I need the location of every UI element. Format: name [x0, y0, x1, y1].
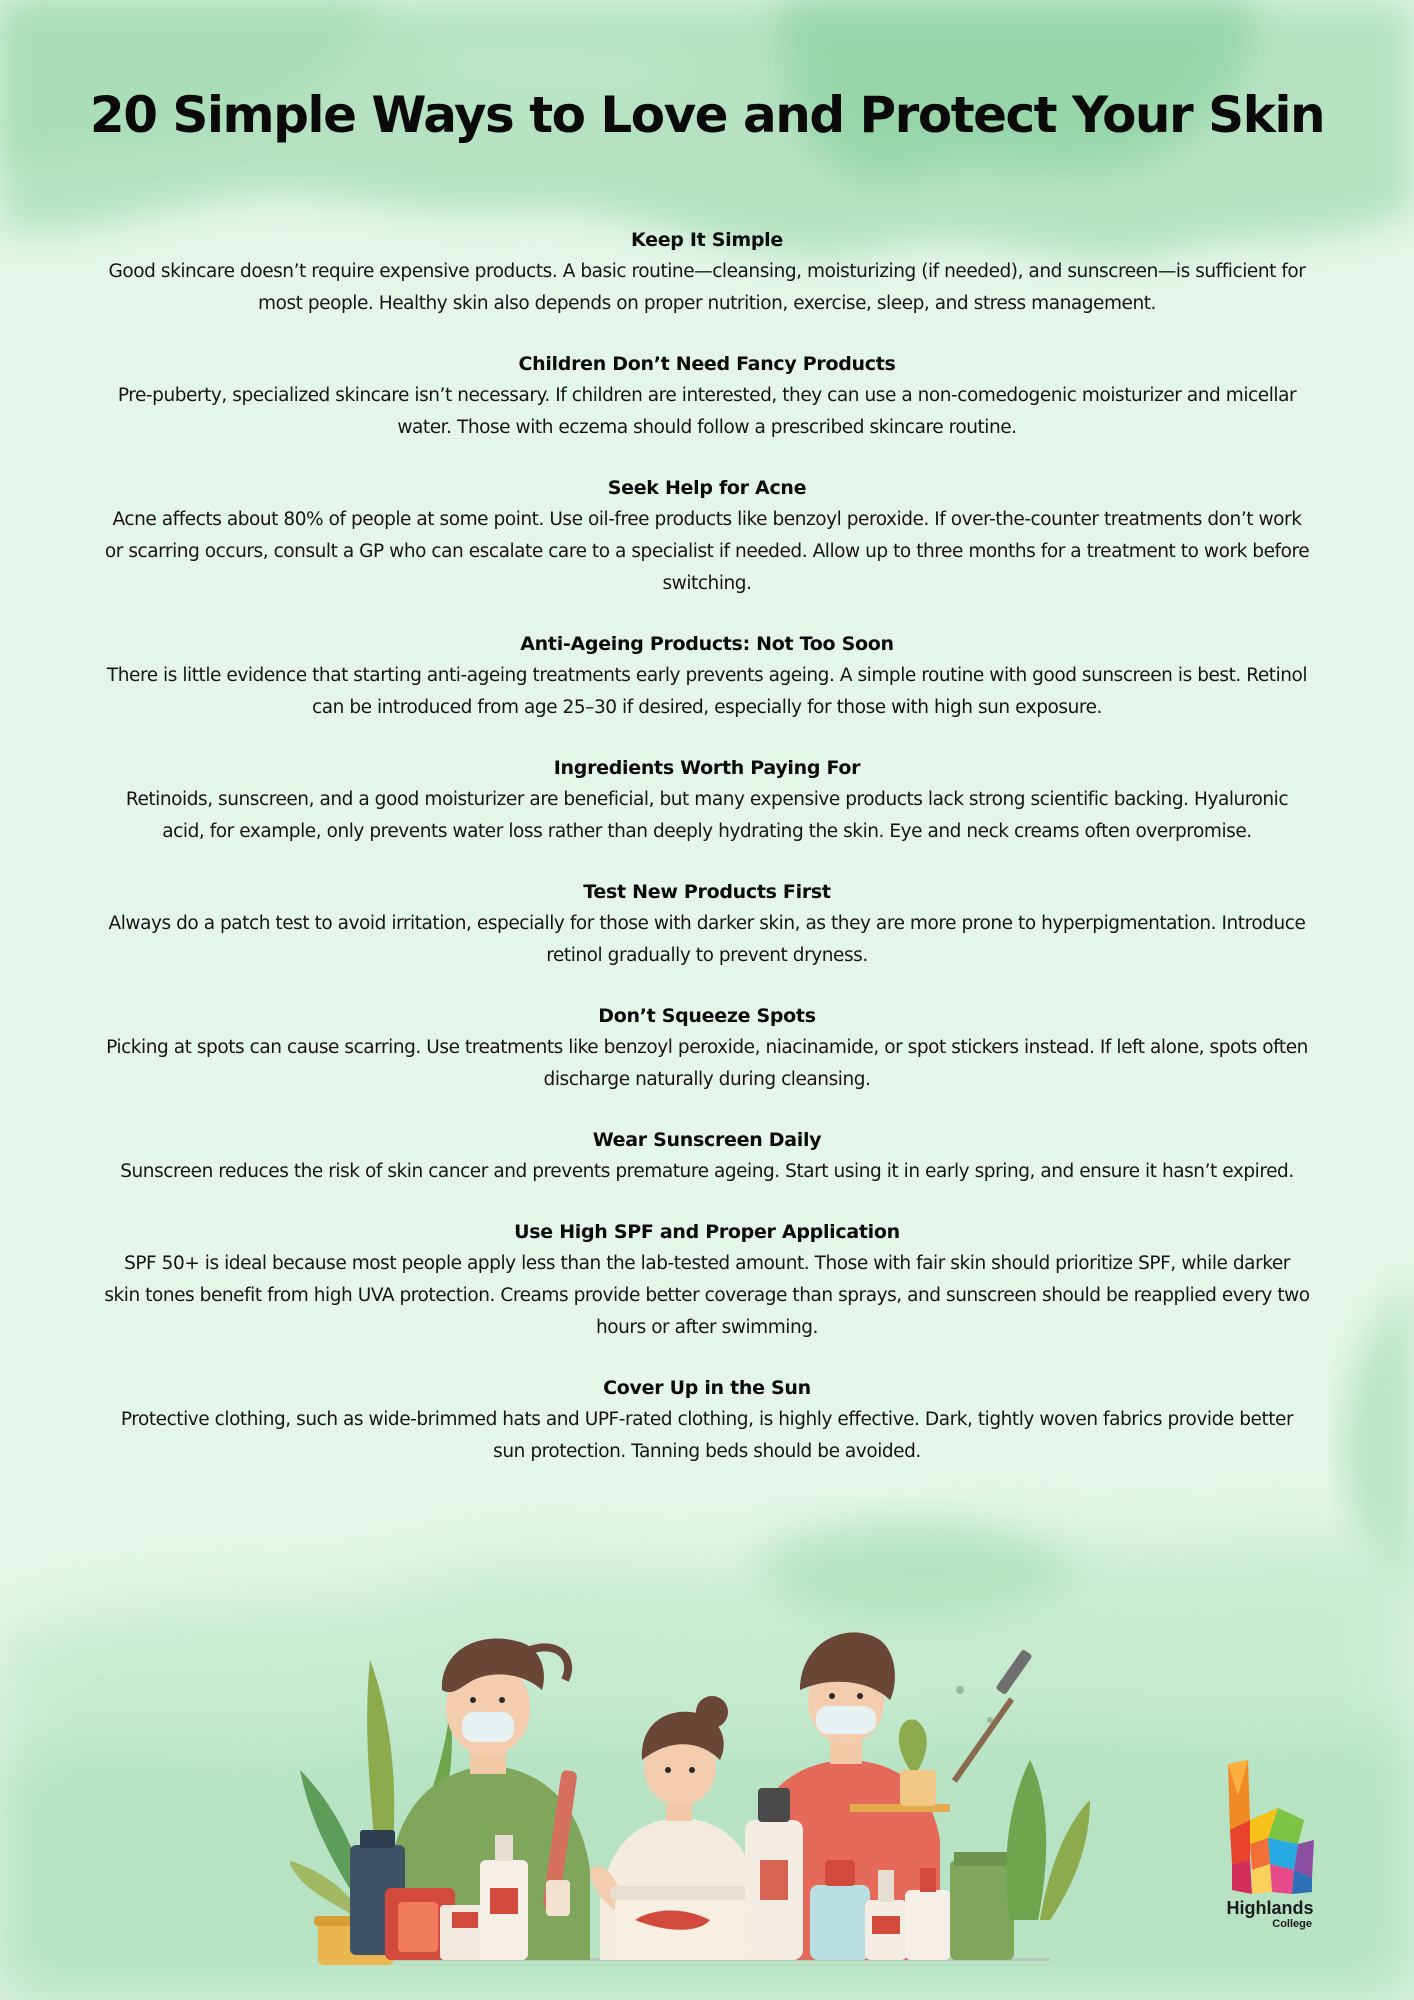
tip-heading: Seek Help for Acne — [607, 477, 807, 499]
tip-heading: Test New Products First — [583, 881, 831, 903]
tip-item — [104, 1372, 1310, 1468]
tip-item — [104, 1000, 1310, 1096]
tip-body: Retinoids, sunscreen, and a good moisturizer are beneficial, but many expensive products lack strong scientific backing. Hyaluronic acid, for example, only prevents water loss rather than deeply hydrating the skin. Eye and neck creams often overpromise. — [125, 789, 1289, 842]
tip-body: Sunscreen reduces the risk of skin cancer and prevents premature ageing. Start using it in early spring, and ensure it hasn’t expired. — [120, 1161, 1294, 1182]
tip-heading: Keep It Simple — [631, 229, 783, 251]
tip-heading: Anti-Ageing Products: Not Too Soon — [520, 633, 894, 655]
tip-heading: Children Don’t Need Fancy Products — [518, 353, 896, 375]
tip-body: SPF 50+ is ideal because most people apply less than the lab-tested amount. Those with fair skin should prioritize SPF, while darker skin tones benefit from high UVA protection. Creams provide better coverage than sprays, and sunscreen should be reapplied every two hours or after swimming. — [104, 1253, 1310, 1338]
logo-name: Highlands — [1226, 1898, 1314, 1918]
skincare-family-illustration — [290, 1620, 1110, 1970]
tip-heading: Wear Sunscreen Daily — [592, 1129, 822, 1151]
tip-item — [104, 876, 1310, 972]
mascara-wand-icon — [952, 1649, 1033, 1783]
highlands-h-logo-icon — [1220, 1760, 1320, 1896]
tips-list — [104, 224, 1310, 1496]
tip-body: Picking at spots can cause scarring. Use treatments like benzoyl peroxide, niacinamide, or spot stickers instead. If left alone, spots often discharge naturally during cleansing. — [106, 1037, 1308, 1090]
highlands-college-logo — [1210, 1760, 1330, 1950]
tip-item — [104, 224, 1310, 320]
logo-subtitle: College — [1272, 1918, 1312, 1930]
tip-body: There is little evidence that starting anti-ageing treatments early prevents ageing. A simple routine with good sunscreen is best. Retinol can be introduced from age 25–30 if desired, especially for those with high sun exposure. — [106, 665, 1308, 718]
tip-item — [104, 628, 1310, 724]
tip-item — [104, 1216, 1310, 1344]
tip-heading: Ingredients Worth Paying For — [553, 757, 861, 779]
tip-body: Good skincare doesn’t require expensive products. A basic routine—cleansing, moisturizing (if needed), and sunscreen—is sufficient for most people. Healthy skin also depends on proper nutrition, exercise, sleep, and stress management. — [108, 261, 1306, 314]
tip-heading: Don’t Squeeze Spots — [598, 1005, 816, 1027]
tip-body: Protective clothing, such as wide-brimmed hats and UPF-rated clothing, is highly effective. Dark, tightly woven fabrics provide better sun protection. Tanning beds should be avoided. — [120, 1409, 1294, 1462]
cream-jar-icon — [610, 1886, 750, 1960]
tip-item — [104, 348, 1310, 444]
tip-body: Acne affects about 80% of people at some point. Use oil-free products like benzoyl peroxide. If over-the-counter treatments don’t work or scarring occurs, consult a GP who can escalate care to a specialist if needed. Allow up to three months for a treatment to work before switching. — [104, 509, 1310, 594]
tip-heading: Use High SPF and Proper Application — [514, 1221, 900, 1243]
tip-item — [104, 472, 1310, 600]
green-box-icon — [950, 1852, 1014, 1960]
tip-heading: Cover Up in the Sun — [603, 1377, 811, 1399]
tip-item — [104, 1124, 1310, 1188]
page-title: 20 Simple Ways to Love and Protect Your Skin — [89, 86, 1325, 144]
tip-item — [104, 752, 1310, 848]
tip-body: Always do a patch test to avoid irritation, especially for those with darker skin, as they are more prone to hyperpigmentation. Introduce retinol gradually to prevent dryness. — [108, 913, 1306, 966]
tip-body: Pre-puberty, specialized skincare isn’t necessary. If children are interested, they can use a non-comedogenic moisturizer and micellar water. Those with eczema should follow a prescribed skincare routine. — [117, 385, 1297, 438]
